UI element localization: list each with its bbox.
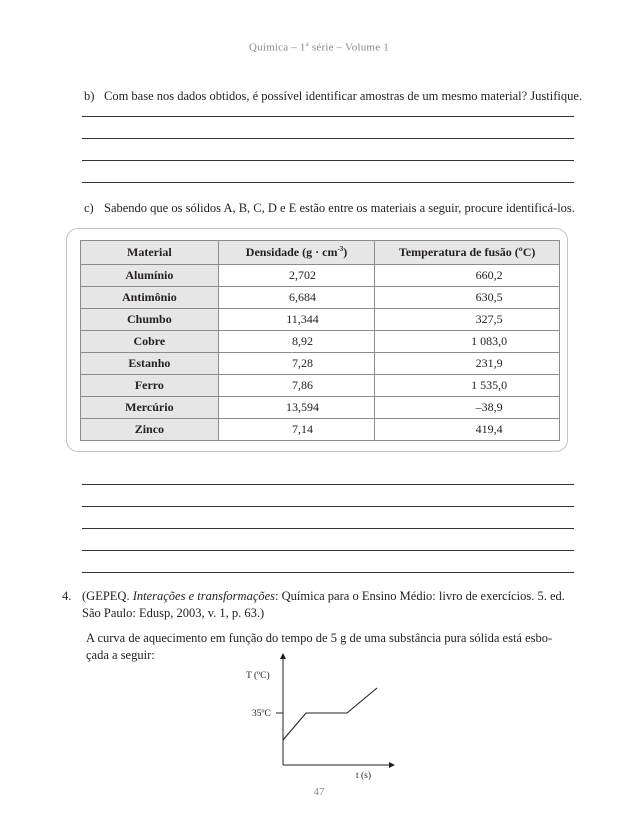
page-number: 47: [313, 786, 325, 798]
header-text: Química – 1: [249, 41, 306, 54]
question-4-statement-line1: A curva de aquecimento em função do tempo de 5 g de uma substância pura sólida está esbo-: [86, 631, 553, 645]
cell-densidade: 7,28: [218, 353, 375, 375]
header-temperatura: Temperatura de fusão (ºC): [375, 241, 560, 265]
cell-densidade: 7,14: [218, 419, 375, 441]
answer-line: [82, 160, 574, 161]
question-b-letter: b): [84, 89, 95, 103]
question-4-ref-title: Interações e transformações: [132, 589, 276, 603]
cell-material: Mercúrio: [81, 397, 219, 419]
header-text-rest: série – Volume 1: [308, 41, 389, 54]
cell-densidade: 11,344: [218, 309, 375, 331]
answer-line: [82, 484, 574, 485]
header-material: Material: [81, 241, 219, 265]
answer-line: [82, 528, 574, 529]
cell-material: Zinco: [81, 419, 219, 441]
cell-densidade: 2,702: [218, 265, 375, 287]
answer-line: [82, 572, 574, 573]
answer-line: [82, 550, 574, 551]
header-densidade-text: Densidade (g · cm: [245, 245, 338, 259]
question-b-text: Com base nos dados obtidos, é possível identificar amostras de um mesmo material? Justifique.: [104, 89, 583, 103]
question-c-letter: c): [84, 201, 94, 215]
header-superscript: a: [305, 40, 309, 48]
question-4-number: 4.: [62, 589, 72, 603]
cell-material: Antimônio: [81, 287, 219, 309]
question-c: [84, 200, 594, 216]
answer-line: [82, 116, 574, 117]
cell-material: Chumbo: [81, 309, 219, 331]
cell-material: Alumínio: [81, 265, 219, 287]
heating-curve: [283, 688, 377, 740]
question-4: [62, 588, 574, 622]
table-row: [81, 265, 560, 287]
cell-temperatura: 1 083,0: [375, 331, 560, 353]
question-4-ref-rest: : Química para o Ensino Médio: livro de exercícios. 5. ed.: [275, 589, 565, 603]
header-densidade-exponent: -3: [337, 245, 344, 253]
table-row: [81, 375, 560, 397]
plateau-temperature-label: 35ºC: [252, 709, 271, 719]
question-4-ref-open: (GEPEQ.: [82, 589, 133, 603]
question-4-ref-line2: São Paulo: Edusp, 2003, v. 1, p. 63.): [82, 606, 265, 620]
table-row: [81, 397, 560, 419]
answer-line: [82, 506, 574, 507]
x-axis-label: t (s): [356, 771, 372, 781]
table-header-row: [81, 241, 560, 265]
cell-temperatura: 231,9: [375, 353, 560, 375]
table-row: [81, 419, 560, 441]
page-header: [0, 40, 638, 54]
cell-temperatura: 327,5: [375, 309, 560, 331]
cell-material: Cobre: [81, 331, 219, 353]
answer-line: [82, 182, 574, 183]
cell-temperatura: 419,4: [375, 419, 560, 441]
cell-densidade: 13,594: [218, 397, 375, 419]
cell-temperatura: –38,9: [375, 397, 560, 419]
table-row: [81, 309, 560, 331]
answer-line: [82, 138, 574, 139]
question-c-text: Sabendo que os sólidos A, B, C, D e E estão entre os materiais a seguir, procure identificá-los.: [104, 201, 575, 215]
y-axis-label: T (ºC): [246, 671, 270, 681]
cell-densidade: 6,684: [218, 287, 375, 309]
materials-table: [80, 240, 560, 441]
table-row: [81, 331, 560, 353]
table-row: [81, 287, 560, 309]
cell-material: Ferro: [81, 375, 219, 397]
header-densidade-close: ): [343, 245, 348, 259]
cell-densidade: 7,86: [218, 375, 375, 397]
heating-curve-graph: [230, 650, 400, 782]
question-4-statement-line2: çada a seguir:: [86, 648, 155, 662]
question-b: [84, 88, 584, 104]
cell-material: Estanho: [81, 353, 219, 375]
table-row: [81, 353, 560, 375]
header-densidade: [218, 241, 375, 265]
cell-temperatura: 630,5: [375, 287, 560, 309]
cell-temperatura: 1 535,0: [375, 375, 560, 397]
cell-temperatura: 660,2: [375, 265, 560, 287]
cell-densidade: 8,92: [218, 331, 375, 353]
